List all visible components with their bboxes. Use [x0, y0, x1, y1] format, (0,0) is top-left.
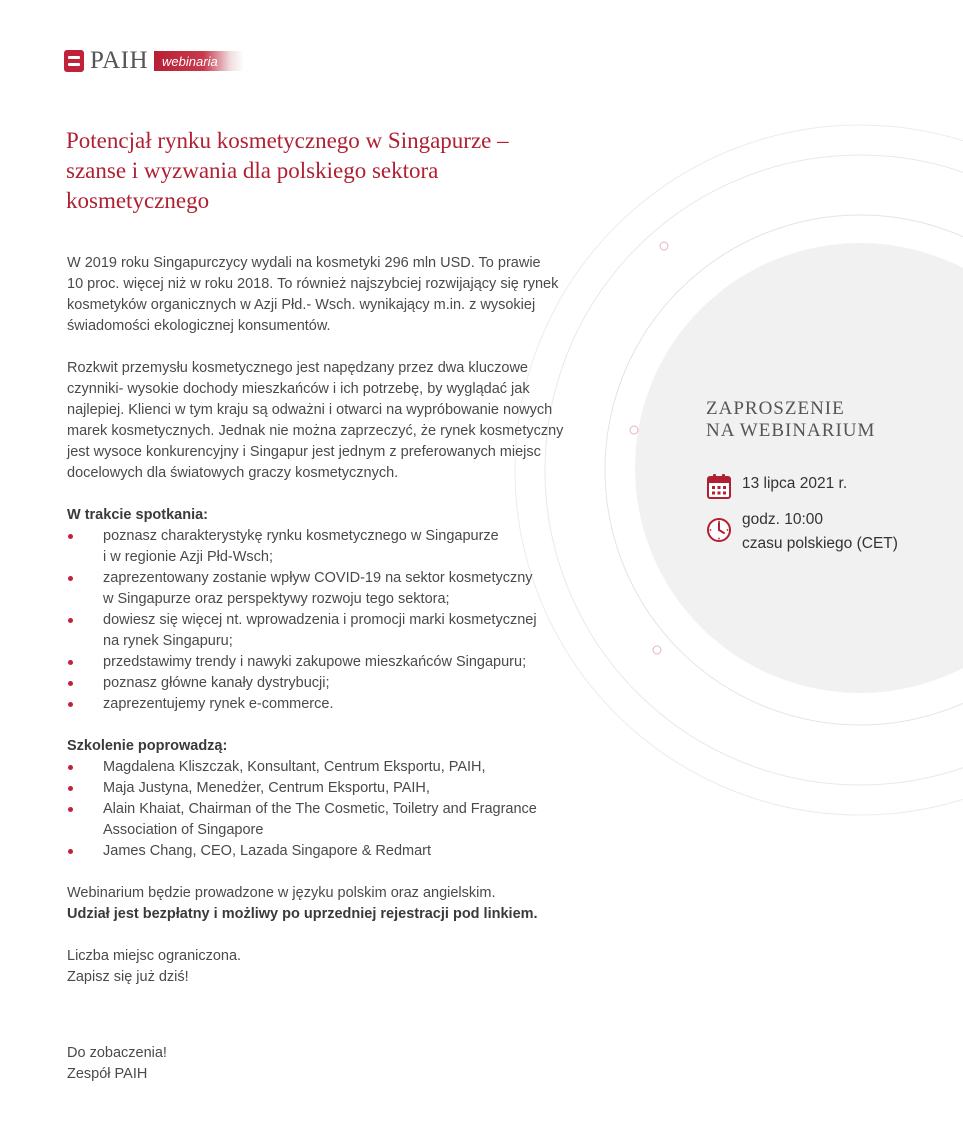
invitation-title — [706, 398, 946, 442]
agenda-heading: W trakcie spotkania: — [67, 507, 209, 523]
signature: Zespół PAIH — [67, 1066, 148, 1082]
title-line: szanse i wyzwania dla polskiego sektora — [66, 158, 439, 183]
paih-logo — [64, 48, 244, 74]
background-disc — [635, 243, 963, 693]
text-line: docelowych dla światowych graczy kosmetycznych. — [67, 465, 399, 481]
list-item: dowiesz się więcej nt. wprowadzenia i promocji marki kosmetycznej na rynek Singapuru; — [67, 610, 627, 652]
text-line: W 2019 roku Singapurczycy wydali na kosmetyki 296 mln USD. To prawie — [67, 255, 541, 271]
market-paragraph — [67, 358, 627, 484]
farewell: Do zobaczenia! — [67, 1045, 167, 1061]
logo-tag: webinaria — [154, 51, 244, 71]
orbit-dot — [630, 426, 638, 434]
text-line: czynniki- wysokie dochody mieszkańców i ich potrzebę, by wyglądać jak — [67, 381, 530, 397]
text-line: Rozkwit przemysłu kosmetycznego jest napędzany przez dwa kluczowe — [67, 360, 528, 376]
invitation-title-line: ZAPROSZENIE — [706, 398, 845, 419]
orbit-dot — [660, 242, 668, 250]
invitation-title-line: NA WEBINARIUM — [706, 420, 876, 441]
title-line: Potencjał rynku kosmetycznego w Singapurze – — [66, 128, 509, 153]
page-title — [66, 126, 626, 216]
limited-seats-note: Liczba miejsc ograniczona. — [67, 948, 242, 964]
clock-icon — [706, 516, 732, 544]
event-time-line: czasu polskiego (CET) — [742, 535, 898, 552]
list-item: zaprezentujemy rynek e-commerce. — [67, 694, 627, 715]
invitation-body — [67, 253, 627, 1085]
list-item: poznasz charakterystykę rynku kosmetycznego w Singapurze i w regionie Azji Płd-Wsch; — [67, 526, 627, 568]
list-item: Maja Justyna, Menedżer, Centrum Eksportu, PAIH, — [67, 778, 627, 799]
text-line: kosmetyków organicznych w Azji Płd.- Wsch. wynikający m.in. z wysokiej — [67, 297, 536, 313]
registration-note: Udział jest bezpłatny i możliwy po uprzedniej rejestracji pod linkiem. — [67, 906, 538, 922]
list-item: Alain Khaiat, Chairman of the The Cosmetic, Toiletry and Fragrance Association of Singapore — [67, 799, 627, 841]
event-time-line: godz. 10:00 — [742, 511, 824, 528]
intro-paragraph — [67, 253, 627, 337]
language-note: Webinarium będzie prowadzone w języku polskim oraz angielskim. — [67, 885, 496, 901]
text-line: najlepiej. Klienci w tym kraju są odważni i otwarci na wypróbowanie nowych — [67, 402, 553, 418]
list-item: przedstawimy trendy i nawyki zakupowe mieszkańców Singapuru; — [67, 652, 627, 673]
text-line: 10 proc. więcej niż w roku 2018. To również najszybciej rozwijający się rynek — [67, 276, 559, 292]
logo-text: PAIH — [90, 47, 149, 74]
list-item: poznasz główne kanały dystrybucji; — [67, 673, 627, 694]
calendar-icon — [706, 472, 732, 500]
speakers-list — [67, 757, 627, 862]
list-item: zaprezentowany zostanie wpływ COVID-19 na sektor kosmetyczny w Singapurze oraz perspektywy rozwoju tego sektora; — [67, 568, 627, 610]
event-time — [706, 508, 898, 556]
text-line: marek kosmetycznych. Jednak nie można zaprzeczyć, że rynek kosmetyczny — [67, 423, 564, 439]
agenda-list — [67, 526, 627, 715]
text-line: świadomości ekologicznej konsumentów. — [67, 318, 331, 334]
signup-note: Zapisz się już dziś! — [67, 969, 189, 985]
event-time-text — [742, 508, 898, 556]
list-item: Magdalena Kliszczak, Konsultant, Centrum Eksportu, PAIH, — [67, 757, 627, 778]
speakers-heading: Szkolenie poprowadzą: — [67, 738, 228, 754]
invitation-box — [706, 398, 946, 442]
orbit-dot — [653, 646, 661, 654]
text-line: jest wysoce konkurencyjny i Singapur jest jednym z preferowanych miejsc — [67, 444, 541, 460]
title-line: kosmetycznego — [66, 188, 210, 213]
list-item: James Chang, CEO, Lazada Singapore & Redmart — [67, 841, 627, 862]
event-date-text: 13 lipca 2021 r. — [742, 475, 848, 492]
paih-logo-icon — [64, 50, 84, 72]
event-date — [706, 472, 847, 500]
